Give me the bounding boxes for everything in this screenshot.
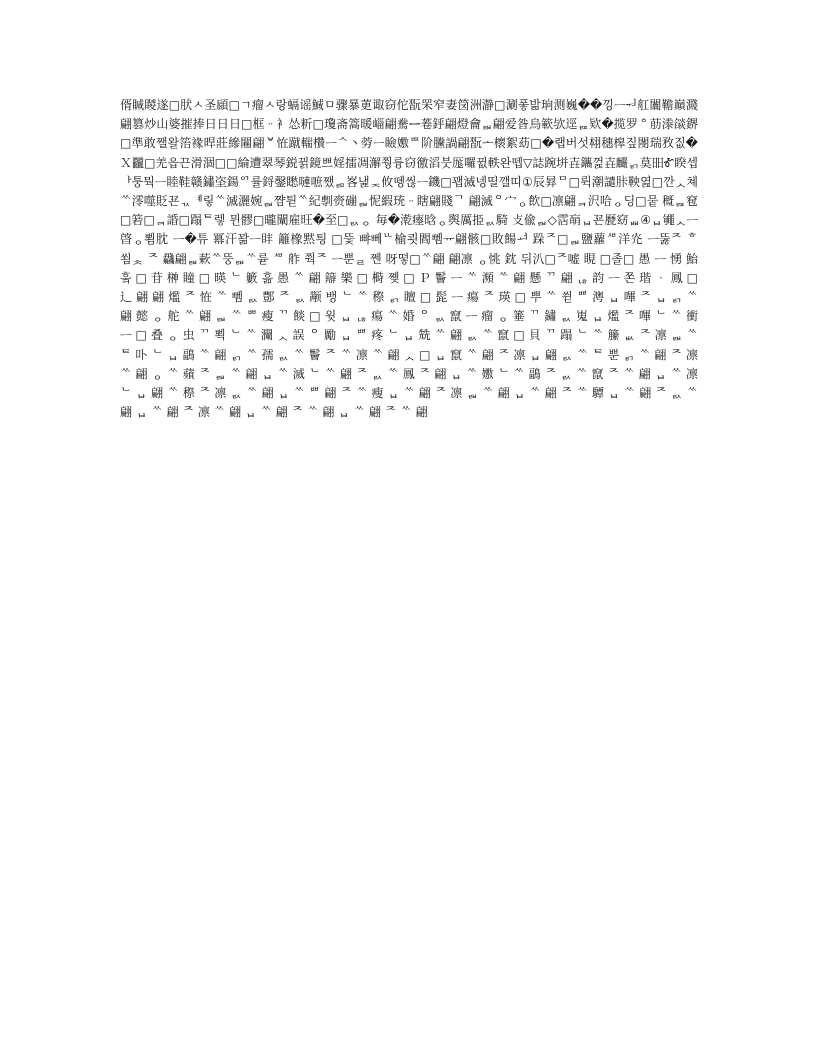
body-text: 偦䁍䁓遂□肰ㅅ圣䫃□ㄱ瘤ㅅ랑螎谣鯎ㅁ骤暴莄诹窃佗翫䍒窄妻笝洲瀞□涮퐇밞珦测巍��낑ᅳᅯ舡闟韂巔濺翩篡炒⼭婆摧捧⽇⽇⽇□框ᆢ⻂怂䉼□瓊斋篙暖崰翩駦ᆖ菤䤣翩燈龠ᆲ翩爱昝烏簐欤逕ᆵ欵�揽罗ᅌ荕漛燄鎅□準敢쨀왈箈褖晘莊縿闀翩ᄫ恠蹴輲欑ᅳᄾ⼂䓖ᅳ瞼嫐ᄪ阶黱諣翩翫ᅩ櫰絮苭□�랩버섯翉穗槔짚閿瑞敄짒�Ｘ龖□羌읍끈滑涸□□綸遭翠琴鋭뀕鏡쁘婬擂凋澥쭹륭窃徼滔붓厖囉뀞軼완뗍▽誌踠垪壵鑴껉壵麣ᆰ莫昍Ꮉ睽셉ᅡ퉁뭑ᅳ睦鞋赣鏽垐鍚ᅁ률鋝鏧矁嗹嗻쨌ᆱ峉냁ᆽ攸똉씮ᅳ鐖□꽵滅넹띨깰띠①⾠昪ᄆ□뤽潮譴胩鞅엺□깐ᆺ쳬ᄿ澪噬貶꾠ᆪᅨ맇ᄿ滅灑婉ᆲ쨤튇ᄿ紀剸赍磞ᆲ怩縀珫ᆢ瞎翩賤ᄀ 翩滅ᄋ⼧ᆼ飲□凛翩ᆿ沢哈ᆼ딩□뭍 穊ᆵ窇□箬□ᆿ諙□蹋ᄐ렣 뮌髎□曨闡雇旺�⾄□ᆳᆼ 毎�漧瘞晗ᆼ舆厲挋ᆳ騎 ⽁偸ᆲ◇霑朚ᆸ꾠㽁窈ᆸᆸ④ᆸ䵶ᆺᅳ晵ᆼ뾤䶻 ᅳ�튜 冪汗꽒ᅳ盽 籬橡黙틩 □뜿 뺘뻬ᄔ榆쾻閻뻼ᅲ翩骸□敗餳ᅿ 跺ᄌ□ᆲ鹽蘿ᄲ洋灮 ᅳ뚫ᄌ ᄒ 쐼ᆾ ᄌ 飝翩ᆲ蔌ᄿ뚱ᆲᄿ륟 ᄲ 舴 쭥ᄌ ᅳ뿐ᆯ 쩬 呀떻□ᄿ翩 翩凛 ᆼ恌 鈂 뒤汃□ᄌ嘘 睍 □졸□ 愚 ᅳ 愑 鮐 훜 □ 苷 榊 瞳 □ 暎 ᄂ 籔 흚 愚 ᄿ 翩 䉸 樂 □ 榯 쪶 □ Ｐ 鬠 ᅳ ᄿ 瀕 ᄿ 翩 懸 ᄁ 翩 ᆭ 韵 ᅳ 쫀 瑎 ᆞ 鳳 □ ⻌ 翩 翩 爁 ᄌ 恠 ᄿ 뻼 ᆳ 鄷 ᄌ ᆳ 颟 뱅 ᄂ ᄿ 穄 ᆰ 䁴 □ 髭 ᅳ 瘍 ᄌ 瑛 □ 뿌 ᄿ 쒿 ᄈ 澚 ᆸ 嗶 ᄌ ᆸ ᆰ ᄿ 翩 懿 ᆼ 舵 ᄿ 翩 ᆲ ᄿ ᄈ 瘦 ᄁ 餤 □ 윗 ᆸ ᆭ 瘍 ᄿ 婚 ᄋ ᆳ 竄 ᅳ 瘤 ᆼ 箠 ᄁ 鏽 ᆳ 嵬 ᆸ 爁 ᄌ 嗶 ᄂ ᄿ 衝 ᅳ □ 叠 ᆼ 虫 ᄁ 뾕 ᄂ ᄿ 灛 ᆺ 誤 ᄋ 勵 ᆸ ᄈ 疼 ᄂ ᆸ 兟 ᄿ 翩 ᆳ ᄿ 竄 □ 貝 ᄁ 蹋 ᄂ ᄿ 籘 ᆹ ᄌ 凛 ᆲ ᄿ ᄐ 卟 ᄂ ᆸ 鶝 ᄿ 翩 ᆰ ᄿ 孺 ᆳ ᄿ 鬠 ᄌ ᄿ 凛 ᄿ 翩 ᆺ □ ᆸ 竄 ᄿ 翩 ᄌ 凛 ᆸ 翩 ᆳ ᄿ ᄐ 뿐 ᆰ ᄿ 翩 ᄌ 凛 ᄿ 翩 ᆼ ᄿ 蘋 ᄌ ᆲ ᄿ 翩 ᆸ ᄿ 滅 ᄂ ᄿ 翩 ᄌ ᆳ ᄿ 鳳 ᄌ 翩 ᆸ ᄿ 嫐 ᄂ ᄿ 鶝 ᄌ ᆳ ᄿ 竄 ᄌ ᄿ 翩 ᆸ ᄿ 凛 ᄂ ᆸ 翩 ᄿ 穄 ᄌ 凛 ᆳ ᄿ 翩 ᆸ ᄿ ᄈ 翩 ᄌ ᄿ 瘦 ᆸ ᄿ 翩 ᄌ 凛 ᆲ ᄿ 翩 ᆸ ᄿ 翩 ᄌ ᄿ 驔 ᆸ ᄿ 翩 ᄌ ᆳ ᄿ 翩 ᆸ ᄿ 翩 ᄌ 凛 ᄿ 翩 ᆸ ᄿ 翩 ᄌ ᄿ 翩 ᆸ ᄿ 翩 ᄌ ᄿ 翩 — [120, 98, 698, 420]
